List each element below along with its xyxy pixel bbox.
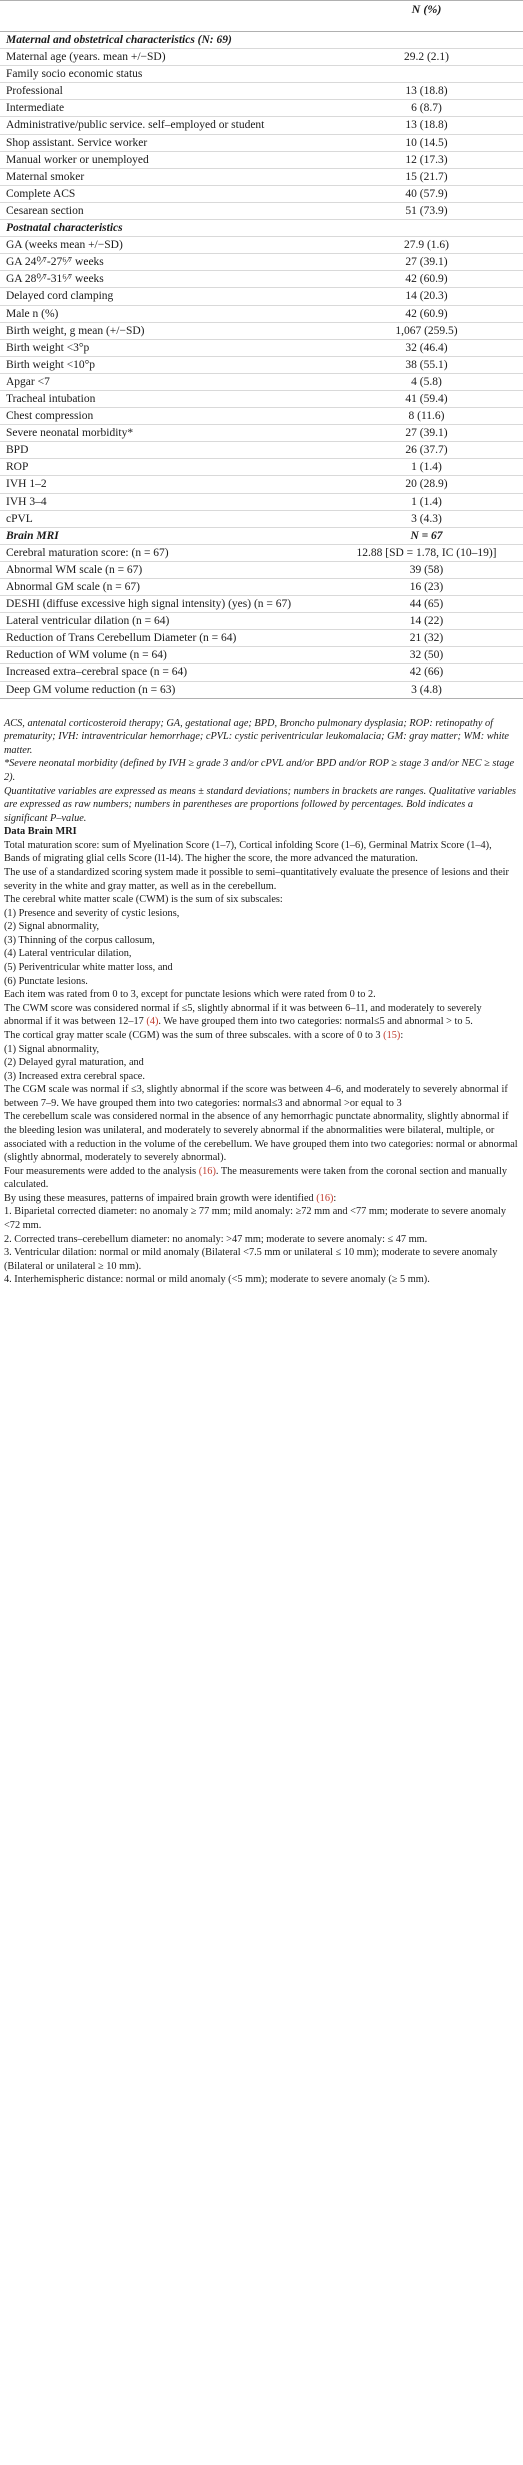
quantitative-note: Quantitative variables are expressed as means ± standard deviations; numbers in brackets are ranges. Qualitative variables are expressed as raw numbers; numbers in parentheses are proportions followed by percentages. Bold indicates a significant P–value. [4, 785, 517, 824]
row-value: 27.9 (1.6) [403, 239, 450, 252]
row-label: Increased extra–cerebral space (n = 64) [6, 666, 188, 679]
cerebellum-paragraph: The cerebellum scale was considered normal in the absence of any hemorrhagic punctate abnormality, slightly abnormal if the bleeding lesion was unilateral, and moderately to severely abnormal if the abnormalities were bilateral, multiple, or associated with a reduction in the volume of the cerebellum. We have grouped them into two categories: normal or abnormal (slightly abnormal, moderately to severely abnormal). [4, 1111, 518, 1164]
section-header-row [0, 32, 523, 49]
row-label: Lateral ventricular dilation (n = 64) [6, 615, 170, 628]
measurements-text-end: . The measurements were taken from the coronal section and manually calculated. [4, 1165, 508, 1191]
row-label: GA 24⁰⁄⁷-27⁶⁄⁷ weeks [6, 256, 104, 269]
list-item: 1. Biparietal corrected diameter: no anomaly ≥ 77 mm; mild anomaly: ≥72 mm and <77 mm; moderate to severe anomaly <72 mm. [4, 1206, 507, 1232]
cgm-intro-text: The cortical gray matter scale (CGM) was the sum of three subscales. with a score of 0 to 3 [4, 1029, 384, 1041]
maturation-score-paragraph: Total maturation score: sum of Myelination Score (1–7), Cortical infolding Score (1–6), Germinal Matrix Score (1–4), Bands of migrating glial cells Score (l1-l4). The higher the score, the more advanced the maturation. [4, 839, 492, 865]
row-value: 1 (1.4) [411, 461, 442, 474]
table-row [0, 100, 523, 117]
list-item: (5) Periventricular white matter loss, and [4, 962, 173, 974]
list-item: 4. Interhemispheric distance: normal or mild anomaly (<5 mm); moderate to severe anomaly (≥ 5 mm). [4, 1274, 430, 1286]
table-row [0, 425, 523, 442]
reference-link-15[interactable]: (15) [383, 1029, 401, 1041]
row-value: 41 (59.4) [405, 392, 448, 405]
row-value: 32 (46.4) [405, 341, 448, 354]
row-label: GA 28⁰⁄⁷-31⁶⁄⁷ weeks [6, 273, 104, 286]
row-value: 12.88 [SD = 1.78, IC (10–19)] [356, 546, 497, 559]
table-row [0, 134, 523, 151]
row-label: Delayed cord clamping [6, 290, 114, 303]
row-label: Abnormal WM scale (n = 67) [6, 563, 143, 576]
header-col2: N (%) [411, 2, 442, 16]
table-row [0, 117, 523, 134]
cwm-score-text: The CWM score was considered normal if ≤5, slightly abnormal if it was between 6–11, and moderately to severely abnormal if it was between 12–17 [4, 1002, 482, 1028]
row-value: 10 (14.5) [405, 136, 448, 149]
row-value: 44 (65) [409, 598, 444, 611]
row-value: 27 (39.1) [405, 256, 448, 269]
cwm-score-text-end: . We have grouped them into two categories: normal≤5 and abnormal > to 5. [158, 1016, 473, 1028]
row-label: DESHI (diffuse excessive high signal intensity) (yes) (n = 67) [6, 598, 292, 611]
row-label: Reduction of WM volume (n = 64) [6, 649, 167, 662]
table-row [0, 476, 523, 493]
characteristics-table [0, 0, 523, 699]
list-item: (2) Signal abnormality, [4, 921, 100, 933]
list-item: (6) Punctate lesions. [4, 975, 88, 987]
table-row [0, 373, 523, 390]
table-row [0, 339, 523, 356]
row-value: 16 (23) [409, 581, 444, 593]
item-rating-paragraph: Each item was rated from 0 to 3, except for punctate lesions which were rated from 0 to 2. [4, 989, 376, 1001]
row-label: Professional [6, 85, 63, 98]
row-label: Male n (%) [6, 307, 59, 320]
table-row [0, 630, 523, 647]
row-label: GA (weeks mean +/−SD) [6, 239, 123, 252]
table-row [0, 390, 523, 407]
row-label: ROP [6, 461, 29, 474]
row-label: Cerebral maturation score: (n = 67) [6, 546, 169, 559]
table-row [0, 237, 523, 254]
row-label: Shop assistant. Service worker [6, 136, 148, 149]
row-label: Severe neonatal morbidity* [6, 427, 134, 440]
row-value: 1,067 (259.5) [395, 324, 458, 337]
row-value: 51 (73.9) [405, 204, 448, 217]
table-row [0, 579, 523, 596]
row-label: BPD [6, 444, 29, 457]
reference-link-16[interactable]: (16) [198, 1165, 216, 1177]
section-value [330, 32, 523, 49]
row-value: 3 (4.8) [411, 683, 442, 696]
list-item: (1) Presence and severity of cystic lesions, [4, 907, 180, 919]
measures-list [4, 1205, 519, 1286]
row-value: 6 (8.7) [411, 102, 442, 115]
row-label: IVH 1–2 [6, 478, 47, 491]
row-label: Manual worker or unemployed [6, 153, 149, 166]
table-row [0, 493, 523, 510]
reference-link-16b[interactable]: (16) [316, 1192, 334, 1204]
table-notes [0, 699, 523, 1287]
table-row [0, 442, 523, 459]
row-label: Cesarean section [6, 204, 84, 217]
row-value: 15 (21.7) [405, 170, 448, 183]
table-row [0, 202, 523, 219]
cgm-intro-paragraph [4, 1029, 519, 1043]
list-item: (1) Signal abnormality, [4, 1043, 100, 1055]
cgm-subscale-list [4, 1043, 519, 1084]
table-row [0, 83, 523, 100]
row-value: 42 (60.9) [405, 273, 448, 286]
row-value: 1 (1.4) [411, 495, 442, 508]
table-row [0, 305, 523, 322]
row-value: 13 (18.8) [405, 119, 448, 132]
row-value: 26 (37.7) [405, 444, 448, 457]
list-item: (4) Lateral ventricular dilation, [4, 948, 132, 960]
list-item: 2. Corrected trans–cerebellum diameter: no anomaly: >47 mm; moderate to severe anomaly: ≤ 47 mm. [4, 1233, 428, 1245]
severe-morbidity-note: *Severe neonatal morbidity (defined by IVH ≥ grade 3 and/or cPVL and/or BPD and/or ROP ≥ stage 3 and/or NEC ≥ stage 2). [4, 758, 515, 783]
row-label: IVH 3–4 [6, 495, 47, 508]
row-label: Deep GM volume reduction (n = 63) [6, 683, 176, 696]
table-row [0, 322, 523, 339]
growth-patterns-text-end: : [333, 1192, 337, 1204]
row-value: 13 (18.8) [405, 85, 448, 98]
row-value: 14 (20.3) [405, 290, 448, 303]
section-value [330, 220, 523, 237]
row-label: Tracheal intubation [6, 392, 96, 405]
measurements-text: Four measurements were added to the analysis [4, 1165, 199, 1177]
header-col1 [0, 1, 330, 32]
row-value: 14 (22) [409, 615, 444, 628]
measurements-paragraph [4, 1165, 519, 1192]
table-row [0, 66, 523, 83]
row-label: Complete ACS [6, 187, 76, 200]
row-label: Maternal age (years. mean +/−SD) [6, 51, 166, 64]
table-row [0, 664, 523, 681]
table-row [0, 613, 523, 630]
section-title: Brain MRI [6, 529, 59, 542]
table-row [0, 544, 523, 561]
row-value: 4 (5.8) [411, 375, 442, 388]
table-row [0, 596, 523, 613]
cwm-subscale-list [4, 907, 519, 988]
cgm-intro-text-end: : [400, 1029, 404, 1041]
table-row [0, 168, 523, 185]
row-value: 3 (4.3) [411, 512, 442, 525]
list-item: (2) Delayed gyral maturation, and [4, 1057, 144, 1069]
section-value: N = 67 [410, 529, 443, 542]
table-row [0, 408, 523, 425]
table-row [0, 459, 523, 476]
row-label: Chest compression [6, 410, 94, 423]
table-header-row [0, 1, 523, 32]
section-header-row [0, 527, 523, 544]
row-label: Intermediate [6, 102, 65, 115]
list-item: (3) Thinning of the corpus callosum, [4, 934, 155, 946]
row-label: Maternal smoker [6, 170, 85, 183]
row-value: 21 (32) [409, 632, 444, 645]
row-label: Family socio economic status [6, 68, 143, 81]
row-label: Abnormal GM scale (n = 67) [6, 581, 140, 593]
row-value: 32 (50) [409, 649, 444, 662]
row-label: Birth weight, g mean (+/−SD) [6, 324, 145, 337]
row-value [330, 66, 523, 83]
row-value: 27 (39.1) [405, 427, 448, 440]
cwm-score-paragraph [4, 1002, 519, 1029]
data-brain-mri-title: Data Brain MRI [4, 826, 77, 838]
cgm-score-paragraph: The CGM scale was normal if ≤3, slightly abnormal if the score was between 4–6, and moderately to severely abnormal if between 7–9. We have grouped them into two categories: normal≤3 and abnormal >or equal to 3 [4, 1084, 508, 1109]
section-title: Maternal and obstetrical characteristics (N: 69) [6, 34, 232, 46]
row-value: 12 (17.3) [405, 153, 448, 166]
row-value: 20 (28.9) [405, 478, 448, 491]
row-label: cPVL [6, 512, 33, 525]
list-item: (3) Increased extra cerebral space. [4, 1070, 145, 1082]
growth-patterns-paragraph [4, 1192, 519, 1206]
table-row [0, 151, 523, 168]
table-row [0, 561, 523, 578]
row-value: 8 (11.6) [408, 410, 445, 423]
row-label: Birth weight <10°p [6, 358, 96, 371]
row-value: 39 (58) [409, 563, 444, 576]
scoring-system-paragraph: The use of a standardized scoring system made it possible to semi–quantitatively evaluate the presence of lesions and their severity in the white and gray matter, as well as in the cerebellum. [4, 867, 509, 892]
table-row [0, 647, 523, 664]
table-row [0, 49, 523, 66]
reference-link-4[interactable]: (4) [146, 1016, 159, 1028]
abbreviations-note: ACS, antenatal corticosteroid therapy; GA, gestational age; BPD, Broncho pulmonary dysplasia; ROP: retinopathy of prematurity; IVH: intraventricular hemorrhage; cPVL: cystic periventricular leukomalacia; GM: gray matter; WM: white matter. [4, 717, 509, 756]
row-label: Reduction of Trans Cerebellum Diameter (n = 64) [6, 632, 237, 645]
cwm-intro-paragraph: The cerebral white matter scale (CWM) is the sum of six subscales: [4, 894, 283, 906]
growth-patterns-text: By using these measures, patterns of impaired brain growth were identified [4, 1192, 317, 1204]
table-row [0, 510, 523, 527]
table-row [0, 356, 523, 373]
row-value: 29.2 (2.1) [403, 51, 450, 64]
row-value: 42 (60.9) [405, 307, 448, 320]
table-row [0, 254, 523, 271]
row-value: 40 (57.9) [405, 187, 448, 200]
table-row [0, 288, 523, 305]
row-label: Administrative/public service. self–employed or student [6, 119, 265, 132]
table-row [0, 271, 523, 288]
section-header-row [0, 220, 523, 237]
row-value: 38 (55.1) [405, 358, 448, 371]
table-row [0, 185, 523, 202]
section-title: Postnatal characteristics [6, 222, 123, 235]
table-row [0, 681, 523, 698]
row-label: Birth weight <3°p [6, 341, 90, 354]
list-item: 3. Ventricular dilation: normal or mild anomaly (Bilateral <7.5 mm or unilateral ≤ 10 mm); moderate to severe anomaly (Bilateral or unilateral ≥ 10 mm). [4, 1247, 498, 1272]
row-value: 42 (66) [409, 666, 444, 679]
row-label: Apgar <7 [6, 375, 50, 388]
